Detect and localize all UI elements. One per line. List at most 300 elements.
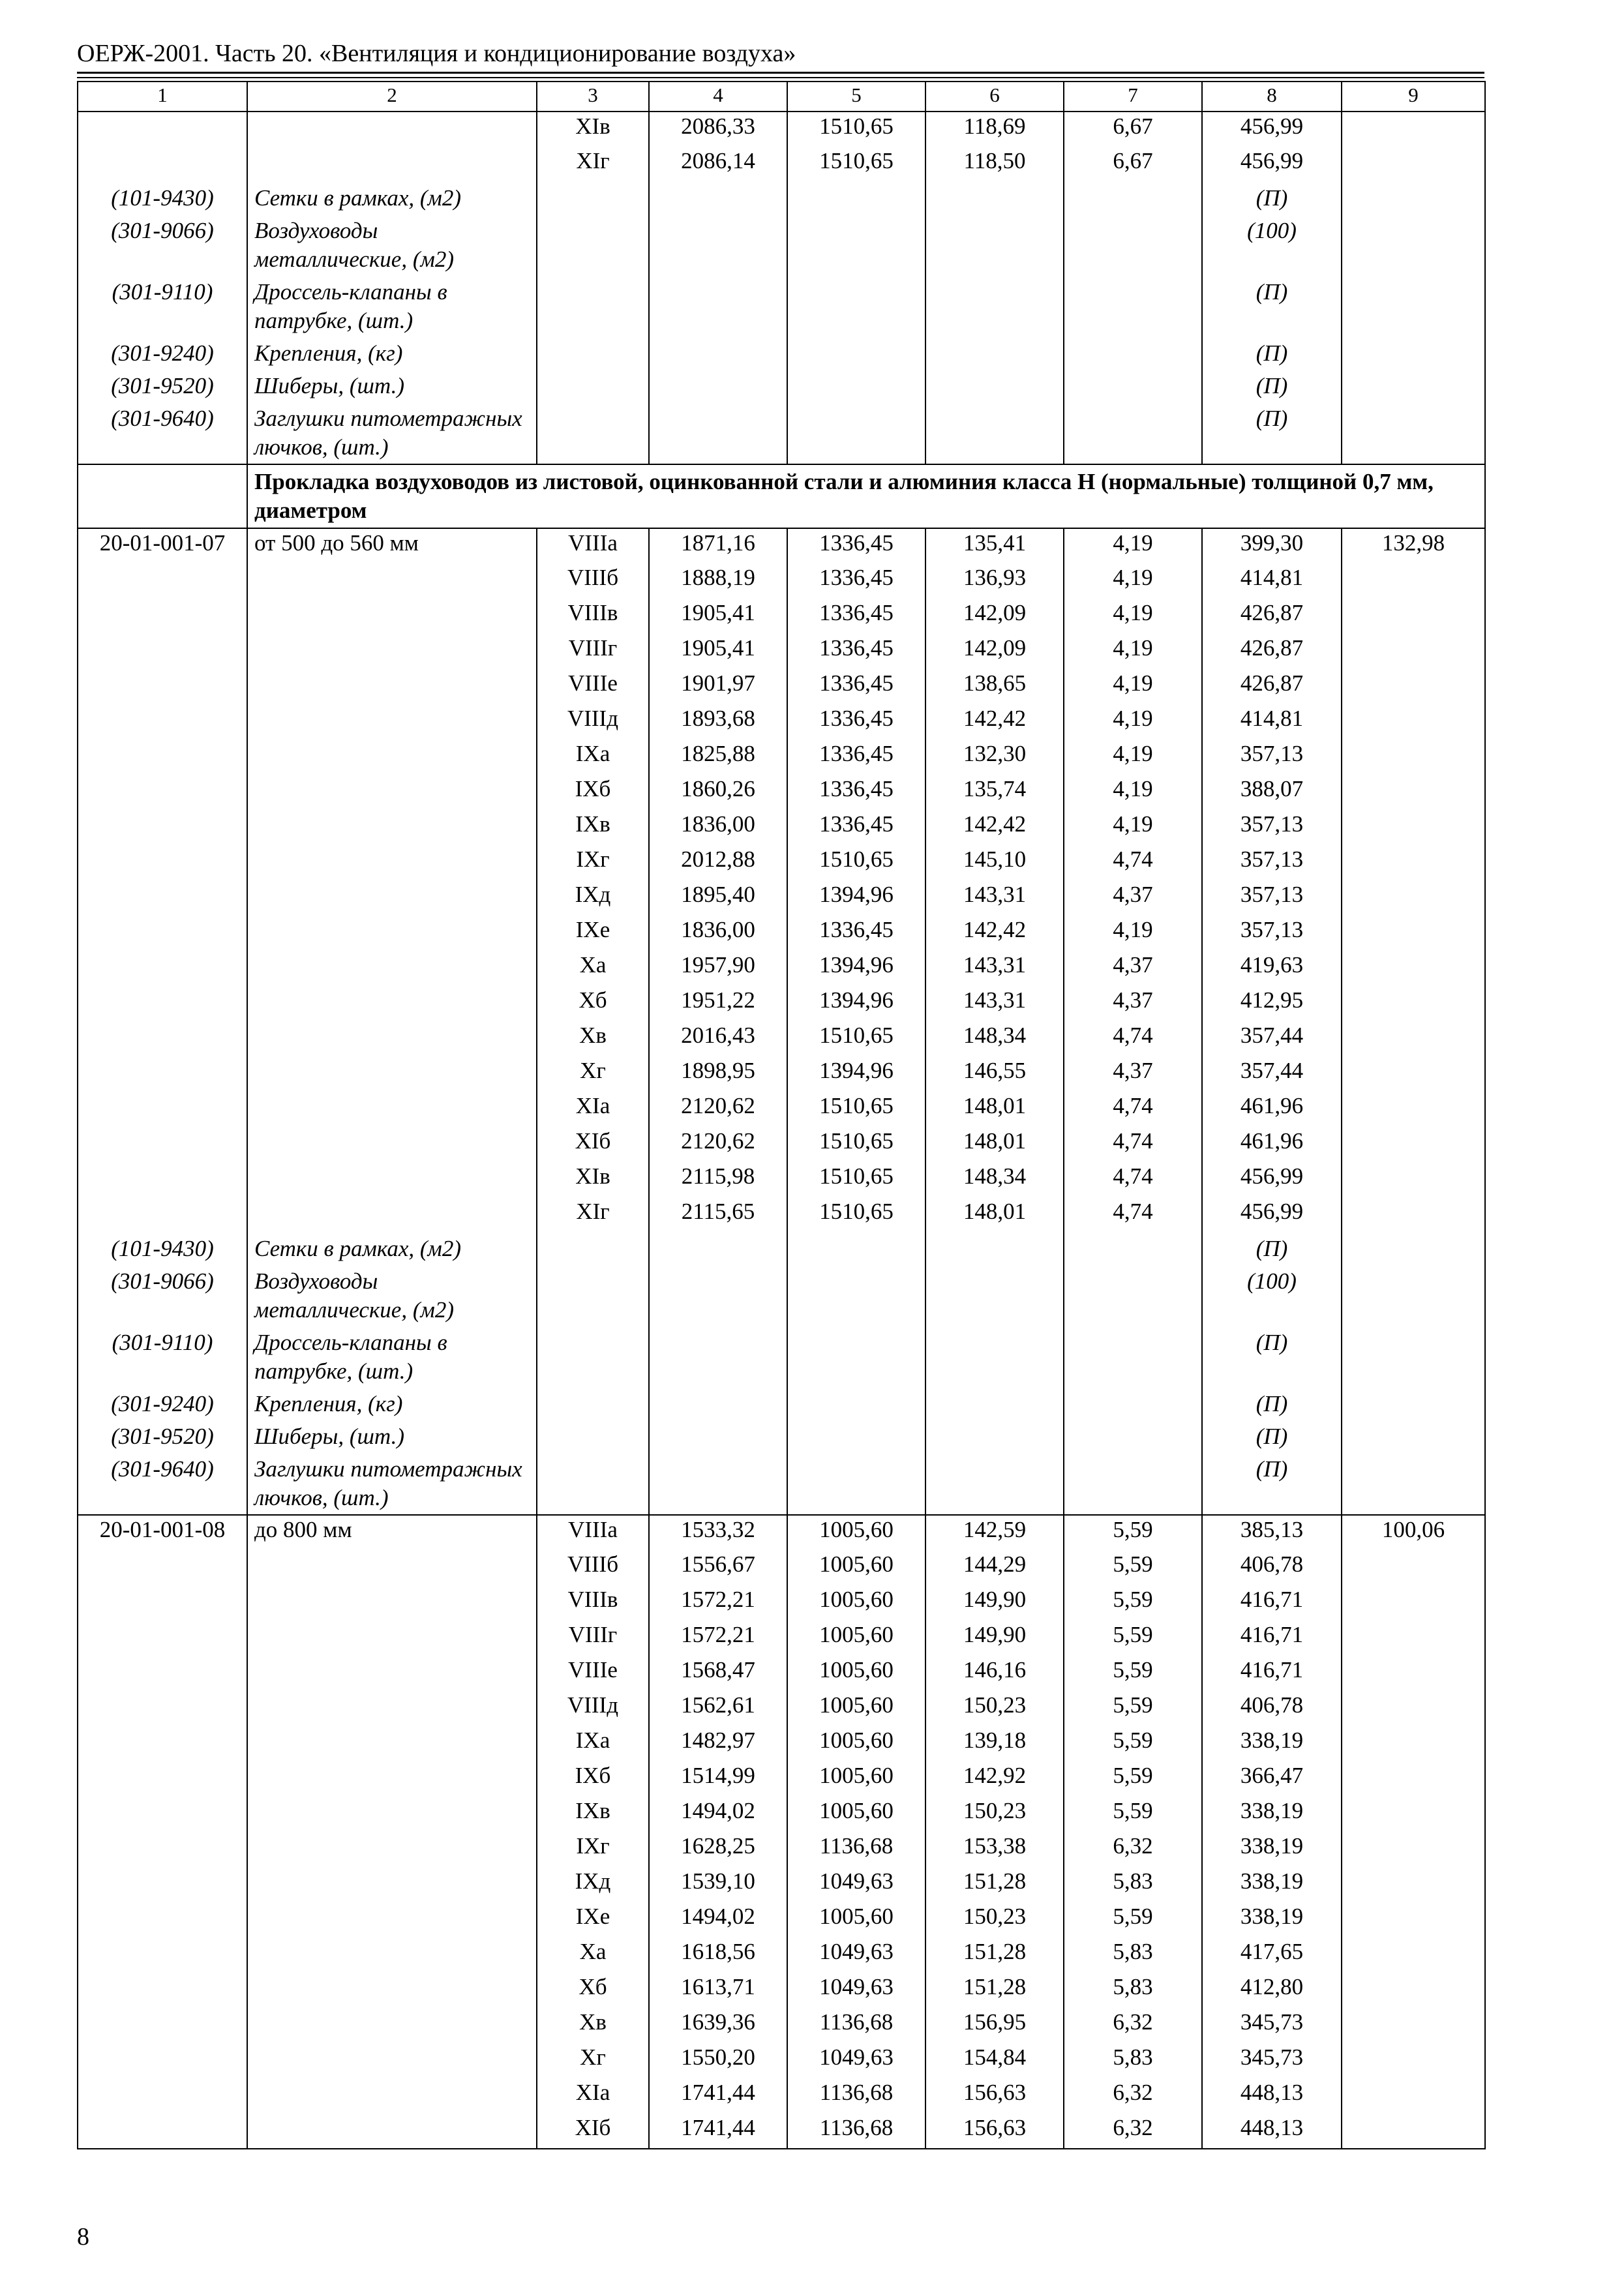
empty-cell [1342,669,1485,704]
empty-cell [78,986,247,1021]
empty-cell [1342,2043,1485,2078]
value-cell: 143,31 [925,986,1064,1021]
zone-cell: VIIIв [537,1585,649,1621]
empty-cell [247,563,537,599]
value-cell: 388,07 [1202,775,1342,810]
zone-cell: XIа [537,1092,649,1127]
column-number-cell: 9 [1342,82,1485,112]
value-cell: 2012,88 [649,845,787,880]
table-row [78,147,1485,182]
empty-cell [1342,810,1485,845]
value-cell: 1005,60 [787,1656,925,1691]
value-cell: 461,96 [1202,1092,1342,1127]
empty-cell [649,1453,787,1515]
empty-cell [1342,1162,1485,1197]
material-qty: (П) [1202,276,1342,337]
value-cell: 4,19 [1064,599,1202,634]
empty-cell [247,986,537,1021]
value-cell: 357,13 [1202,740,1342,775]
empty-cell [247,112,537,147]
value-cell: 136,93 [925,563,1064,599]
value-cell: 456,99 [1202,1162,1342,1197]
value-cell: 1336,45 [787,740,925,775]
value-cell: 406,78 [1202,1691,1342,1726]
column-number-cell: 7 [1064,82,1202,112]
material-code: (301-9520) [78,370,247,402]
value-cell: 4,74 [1064,1092,1202,1127]
value-cell: 4,37 [1064,951,1202,986]
zone-cell: VIIIа [537,528,649,563]
empty-cell [925,402,1064,464]
value-cell: 456,99 [1202,147,1342,182]
empty-cell [78,1056,247,1092]
value-cell: 1005,60 [787,1726,925,1761]
empty-cell [247,880,537,916]
value-cell: 416,71 [1202,1656,1342,1691]
empty-cell [78,563,247,599]
value-cell: 4,74 [1064,1197,1202,1233]
material-name: Заглушки питометражных лючков, (шт.) [247,402,537,464]
value-cell: 4,19 [1064,669,1202,704]
value-cell: 1510,65 [787,1127,925,1162]
zone-cell: IXе [537,1902,649,1937]
material-name: Воздуховоды металлические, (м2) [247,1265,537,1326]
value-cell: 1005,60 [787,1550,925,1585]
zone-cell: IXб [537,775,649,810]
value-cell: 144,29 [925,1550,1064,1585]
empty-cell [78,1127,247,1162]
material-code: (301-9110) [78,276,247,337]
empty-cell [247,1973,537,2008]
zone-cell: Xа [537,951,649,986]
value-cell: 6,32 [1064,2114,1202,2149]
column-number-cell: 2 [247,82,537,112]
table-row [78,845,1485,880]
empty-cell [649,1233,787,1265]
empty-cell [1064,1388,1202,1420]
empty-cell [78,1021,247,1056]
value-cell: 118,69 [925,112,1064,147]
value-cell: 1336,45 [787,916,925,951]
value-cell: 338,19 [1202,1797,1342,1832]
empty-cell [247,2114,537,2149]
material-code: (301-9110) [78,1326,247,1388]
value-cell: 4,74 [1064,845,1202,880]
item-name: от 500 до 560 мм [247,528,537,563]
value-cell: 1533,32 [649,1515,787,1550]
table-row [78,1691,1485,1726]
value-cell: 5,83 [1064,2043,1202,2078]
material-name: Воздуховоды металлические, (м2) [247,215,537,276]
value-cell: 1049,63 [787,1973,925,2008]
empty-cell [247,740,537,775]
value-cell: 5,83 [1064,1937,1202,1973]
empty-cell [787,276,925,337]
value-cell: 1049,63 [787,1937,925,1973]
material-qty: (П) [1202,1326,1342,1388]
section-heading-text: Прокладка воздуховодов из листовой, оцинкованной стали и алюминия класса Н (нормальные) толщиной 0,7 мм, диаметром [254,469,1434,523]
material-code: (301-9520) [78,1420,247,1453]
empty-cell [1064,1265,1202,1326]
value-cell: 1951,22 [649,986,787,1021]
empty-cell [649,182,787,215]
value-cell: 2115,98 [649,1162,787,1197]
table-row [78,1937,1485,1973]
rates-table [77,81,1486,2149]
zone-cell: Xг [537,2043,649,2078]
value-cell: 4,19 [1064,916,1202,951]
empty-cell [78,880,247,916]
empty-cell [537,1388,649,1420]
table-row [78,1656,1485,1691]
value-cell: 5,59 [1064,1902,1202,1937]
column-number-cell: 1 [78,82,247,112]
empty-cell [247,599,537,634]
empty-cell [78,1761,247,1797]
zone-cell: VIIIд [537,1691,649,1726]
empty-cell [78,1550,247,1585]
value-cell: 5,59 [1064,1761,1202,1797]
value-cell: 2016,43 [649,1021,787,1056]
material-name: Заглушки питометражных лючков, (шт.) [247,1453,537,1515]
empty-cell [925,182,1064,215]
value-cell: 132,30 [925,740,1064,775]
column-number-cell: 6 [925,82,1064,112]
material-name: Шиберы, (шт.) [247,370,537,402]
value-cell: 357,44 [1202,1056,1342,1092]
value-cell: 357,13 [1202,845,1342,880]
zone-cell: VIIIд [537,704,649,740]
table-row [78,1902,1485,1937]
value-cell: 1336,45 [787,669,925,704]
value-cell: 142,42 [925,704,1064,740]
empty-cell [78,1937,247,1973]
value-cell: 154,84 [925,2043,1064,2078]
material-code: (101-9430) [78,182,247,215]
empty-cell [1342,147,1485,182]
empty-cell [1342,1761,1485,1797]
empty-cell [1342,1832,1485,1867]
table-row [78,810,1485,845]
material-name: Сетки в рамках, (м2) [247,182,537,215]
empty-cell [1064,276,1202,337]
empty-cell [78,634,247,669]
empty-cell [537,1265,649,1326]
material-code: (301-9640) [78,1453,247,1515]
material-qty: (П) [1202,402,1342,464]
value-cell: 6,32 [1064,1832,1202,1867]
value-cell: 2120,62 [649,1127,787,1162]
value-cell: 150,23 [925,1797,1064,1832]
value-cell: 1510,65 [787,147,925,182]
value-cell: 417,65 [1202,1937,1342,1973]
empty-cell [247,2008,537,2043]
value-cell: 2086,33 [649,112,787,147]
material-code: (301-9240) [78,337,247,370]
table-row [78,1867,1485,1902]
empty-cell [78,1656,247,1691]
table-row [78,1797,1485,1832]
value-cell: 1888,19 [649,563,787,599]
value-cell: 448,13 [1202,2078,1342,2114]
empty-cell [247,1726,537,1761]
table-row [78,2078,1485,2114]
empty-cell [78,1867,247,1902]
empty-cell [247,916,537,951]
empty-cell [537,1326,649,1388]
section-heading-row [78,464,1485,528]
value-cell: 345,73 [1202,2043,1342,2078]
empty-cell [1342,215,1485,276]
empty-cell [78,845,247,880]
empty-cell [78,1726,247,1761]
empty-cell [925,276,1064,337]
material-name: Шиберы, (шт.) [247,1420,537,1453]
material-qty: (П) [1202,1233,1342,1265]
empty-cell [1342,1021,1485,1056]
value-cell: 1049,63 [787,1867,925,1902]
empty-cell [1342,370,1485,402]
empty-cell [1342,1937,1485,1973]
empty-cell [78,1797,247,1832]
value-cell: 6,67 [1064,147,1202,182]
empty-cell [787,1453,925,1515]
value-cell: 5,59 [1064,1585,1202,1621]
value-cell: 2120,62 [649,1092,787,1127]
zone-cell: XIг [537,147,649,182]
column-number-cell: 5 [787,82,925,112]
empty-cell [925,1388,1064,1420]
value-cell: 1005,60 [787,1515,925,1550]
empty-cell [787,215,925,276]
empty-cell [78,669,247,704]
page-number: 8 [77,2223,89,2251]
material-row [78,1388,1485,1420]
empty-cell [925,1265,1064,1326]
material-row [78,1233,1485,1265]
material-row [78,402,1485,464]
value-cell: 145,10 [925,845,1064,880]
value-cell: 1136,68 [787,2114,925,2149]
empty-cell [537,1453,649,1515]
table-row [78,563,1485,599]
empty-cell [247,1127,537,1162]
empty-cell [787,370,925,402]
material-qty: (П) [1202,370,1342,402]
value-cell: 1136,68 [787,1832,925,1867]
value-cell: 456,99 [1202,112,1342,147]
empty-cell [247,1691,537,1726]
empty-cell [1342,2008,1485,2043]
empty-cell [78,1832,247,1867]
empty-cell [1342,634,1485,669]
empty-cell [1342,986,1485,1021]
empty-cell [1342,1902,1485,1937]
value-cell: 5,59 [1064,1656,1202,1691]
empty-cell [78,1585,247,1621]
value-cell: 150,23 [925,1691,1064,1726]
empty-cell [537,1420,649,1453]
material-row [78,182,1485,215]
empty-cell [787,402,925,464]
empty-cell [1342,1797,1485,1832]
zone-cell: Xг [537,1056,649,1092]
table-row [78,740,1485,775]
value-cell: 345,73 [1202,2008,1342,2043]
value-cell: 1905,41 [649,599,787,634]
empty-cell [78,775,247,810]
zone-cell: IXг [537,845,649,880]
empty-cell [78,2043,247,2078]
zone-cell: XIа [537,2078,649,2114]
material-code: (301-9640) [78,402,247,464]
header-rule [77,72,1484,74]
table-row [78,1585,1485,1621]
zone-cell: XIб [537,1127,649,1162]
value-cell: 1136,68 [787,2078,925,2114]
empty-cell [1342,276,1485,337]
value-cell: 1957,90 [649,951,787,986]
value-cell: 366,47 [1202,1761,1342,1797]
value-cell: 1568,47 [649,1656,787,1691]
value-cell: 1336,45 [787,634,925,669]
value-cell: 412,80 [1202,1973,1342,2008]
empty-cell [1342,951,1485,986]
material-row [78,1453,1485,1515]
column-number-cell: 3 [537,82,649,112]
empty-cell [649,337,787,370]
value-cell: 357,13 [1202,916,1342,951]
value-cell: 156,95 [925,2008,1064,2043]
value-cell: 143,31 [925,951,1064,986]
empty-cell [1342,1867,1485,1902]
empty-cell [247,1656,537,1691]
value-cell: 1836,00 [649,916,787,951]
empty-cell [247,2078,537,2114]
value-cell: 5,59 [1064,1691,1202,1726]
value-cell: 5,59 [1064,1621,1202,1656]
value-cell: 357,13 [1202,810,1342,845]
empty-cell [1342,563,1485,599]
empty-cell [1342,704,1485,740]
table-row [78,1621,1485,1656]
empty-cell [1342,1265,1485,1326]
value-cell: 1394,96 [787,986,925,1021]
item-code: 20-01-001-07 [78,528,247,563]
empty-cell [247,1902,537,1937]
empty-cell [649,1388,787,1420]
value-cell: 151,28 [925,1973,1064,2008]
zone-cell: VIIIв [537,599,649,634]
zone-cell: Xв [537,2008,649,2043]
value-cell: 149,90 [925,1585,1064,1621]
value-cell: 1741,44 [649,2078,787,2114]
empty-cell [649,402,787,464]
empty-cell [1064,182,1202,215]
empty-cell [1342,1656,1485,1691]
value-cell: 1482,97 [649,1726,787,1761]
value-cell: 139,18 [925,1726,1064,1761]
value-cell: 1556,67 [649,1550,787,1585]
value-cell: 1628,25 [649,1832,787,1867]
zone-cell: XIв [537,112,649,147]
value-cell: 4,19 [1064,810,1202,845]
material-code: (101-9430) [78,1233,247,1265]
empty-cell [1064,1420,1202,1453]
empty-cell [649,1420,787,1453]
material-name: Крепления, (кг) [247,337,537,370]
material-row [78,337,1485,370]
table-row [78,704,1485,740]
empty-cell [649,215,787,276]
empty-cell [1342,1550,1485,1585]
value-cell: 5,59 [1064,1797,1202,1832]
empty-cell [247,810,537,845]
empty-cell [247,704,537,740]
value-cell: 1394,96 [787,951,925,986]
empty-cell [247,147,537,182]
value-cell: 426,87 [1202,599,1342,634]
empty-cell [78,2078,247,2114]
zone-cell: IXе [537,916,649,951]
empty-cell [247,1585,537,1621]
zone-cell: IXв [537,810,649,845]
value-cell: 5,83 [1064,1973,1202,2008]
value-cell: 1860,26 [649,775,787,810]
empty-cell [78,112,247,147]
empty-cell [1342,1621,1485,1656]
value-cell: 1510,65 [787,1092,925,1127]
value-cell: 148,34 [925,1021,1064,1056]
value-cell: 149,90 [925,1621,1064,1656]
empty-cell [247,845,537,880]
empty-cell [78,1691,247,1726]
material-row [78,1265,1485,1326]
empty-cell [537,337,649,370]
column-number-cell: 8 [1202,82,1342,112]
table-row [78,669,1485,704]
empty-cell [247,1797,537,1832]
value-cell: 1510,65 [787,845,925,880]
empty-cell [1342,402,1485,464]
material-name: Крепления, (кг) [247,1388,537,1420]
empty-cell [247,1761,537,1797]
value-cell: 357,44 [1202,1021,1342,1056]
zone-cell: VIIIе [537,669,649,704]
value-cell: 1510,65 [787,1197,925,1233]
material-qty: (П) [1202,182,1342,215]
empty-cell [649,370,787,402]
empty-cell [78,1902,247,1937]
value-cell: 4,19 [1064,775,1202,810]
empty-cell [247,1162,537,1197]
empty-cell [1342,1726,1485,1761]
empty-cell [78,740,247,775]
value-cell: 146,55 [925,1056,1064,1092]
value-cell: 1005,60 [787,1797,925,1832]
table-row [78,1973,1485,2008]
zone-cell: IXг [537,1832,649,1867]
table-row [78,634,1485,669]
material-qty: (П) [1202,1453,1342,1515]
empty-cell [247,1621,537,1656]
value-cell: 416,71 [1202,1585,1342,1621]
value-cell: 399,30 [1202,528,1342,563]
zone-cell: IXа [537,740,649,775]
value-cell: 426,87 [1202,669,1342,704]
empty-cell [247,1832,537,1867]
empty-cell [925,370,1064,402]
